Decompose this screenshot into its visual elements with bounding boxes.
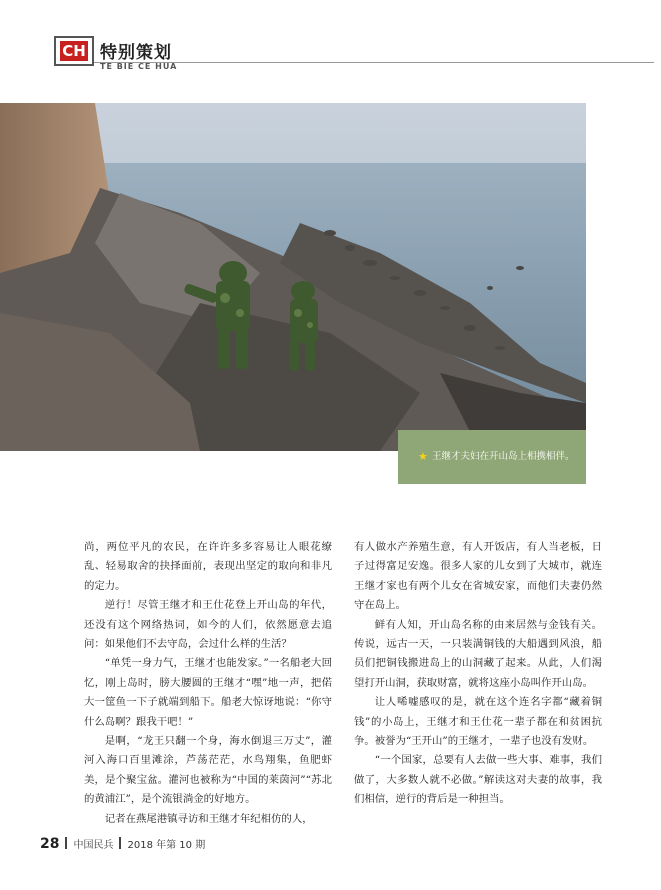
page-number: 28 — [40, 836, 60, 852]
paragraph: 是啊，“龙王只翻一个身，海水倒退三万丈”，灌河入海口百里滩涂，芦荡茫茫，水鸟翔集，鱼肥虾美，是个聚宝盆。灌河也被称为“中国的莱茵河”“苏北的黄浦江”，是个流银淌金的好地方。 — [84, 735, 332, 806]
section-header — [54, 36, 654, 76]
star-icon: ★ — [418, 450, 428, 463]
magazine-name: 中国民兵 — [73, 840, 114, 851]
ch-logo-text: CH — [62, 42, 86, 60]
paragraph: 尚，两位平凡的农民，在许许多多容易让人眼花缭乱、轻易取舍的抉择面前，表现出坚定的取向和非凡的定力。 — [84, 541, 332, 592]
ch-logo — [54, 36, 94, 66]
paragraph: 鲜有人知，开山岛名称的由来居然与金钱有关。传说，远古一天，一只装满铜钱的大船遇到风浪，船员们把铜钱搬进岛上的山洞藏了起来。从此，人们渴望打开山洞，获取财富，就将这座小岛叫作开山岛。 — [354, 618, 602, 689]
paragraph: 有人做水产养殖生意，有人开饭店，有人当老板，日子过得富足安逸。很多人家的儿女到了大城市，就连王继才家也有两个儿女在省城安家，而他们夫妻仍然守在岛上。 — [354, 541, 602, 612]
paragraph: 逆行！尽管王继才和王仕花登上开山岛的年代，还没有这个网络热词，如今的人们，依然愿意去追问：如果他们不去守岛，会过什么样的生活？ — [84, 599, 332, 651]
paragraph: 记者在燕尾港镇寻访和王继才年纪相仿的人， — [104, 812, 313, 825]
article-column-right — [354, 538, 602, 810]
article-column-left — [84, 538, 332, 829]
page-footer — [40, 836, 205, 856]
section-title: 特别策划 — [100, 43, 172, 63]
header-divider — [94, 62, 654, 63]
issue-label: 2018 年第 10 期 — [127, 840, 206, 851]
paragraph: “一个国家，总要有人去做一些大事、难事，我们做了，大多数人就不必做。”解读这对夫妻的故事，我们相信，逆行的背后是一种担当。 — [354, 754, 602, 806]
section-subtitle: TE BIE CE HUA — [100, 62, 178, 71]
paragraph: 让人唏嘘感叹的是，就在这个连名字都“藏着铜钱”的小岛上，王继才和王仕花一辈子都在和贫困抗争。被誉为“王开山”的王继才，一辈子也没有发财。 — [354, 696, 602, 748]
caption-text: 王继才夫妇在开山岛上相携相伴。 — [432, 451, 575, 462]
paragraph: “单凭一身力气，王继才也能发家。”一名船老大回忆，刚上岛时，膀大腰圆的王继才“嘿”地一声，把偌大一筐鱼一下子就端到船下。船老大惊讶地说：“你守什么岛啊？跟我干吧！” — [84, 657, 332, 728]
coast-photo — [0, 103, 586, 451]
photo-caption — [398, 430, 586, 484]
